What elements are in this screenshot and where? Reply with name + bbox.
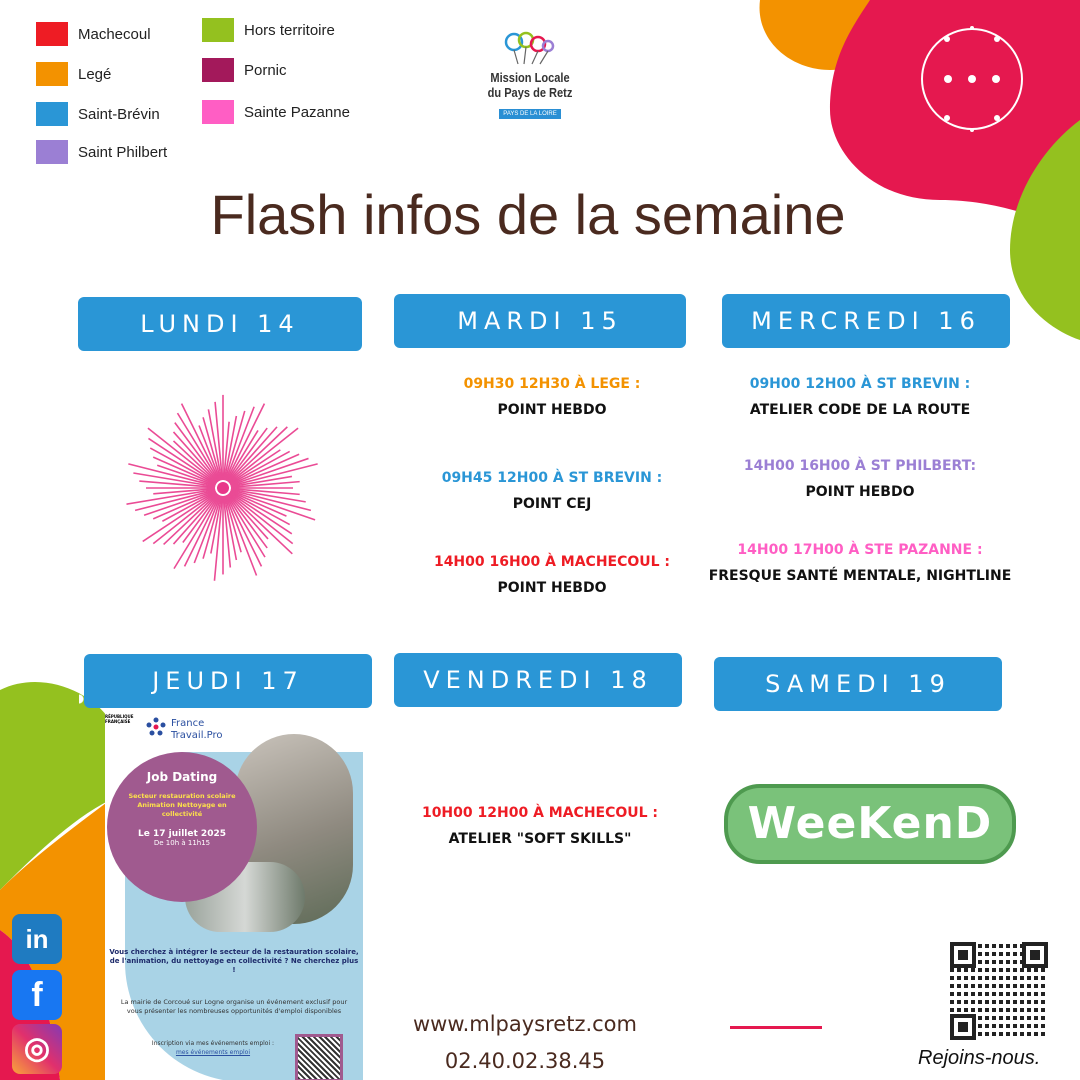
legend-label: Sainte Pazanne	[244, 103, 350, 121]
qr-code[interactable]	[950, 942, 1048, 1040]
day-saturday: SAMEDI 19	[714, 657, 1002, 711]
legend-item	[202, 58, 287, 82]
poster-rf-label: RÉPUBLIQUE FRANÇAISE	[105, 714, 134, 724]
event-time: 14H00 16H00 À MACHECOUL :	[433, 554, 671, 570]
day-thursday: JEUDI 17	[84, 654, 372, 708]
weekend-badge: WeeKenD	[724, 784, 1016, 864]
join-us-text: Rejoins-nous.	[918, 1047, 1041, 1069]
poster-heading: Job Dating	[146, 770, 218, 784]
legend-swatch	[36, 102, 68, 126]
event-time: 09H45 12H00 À ST BREVIN :	[441, 470, 663, 486]
website-link[interactable]: www.mlpaysretz.com	[412, 1012, 637, 1036]
event-item	[392, 376, 712, 418]
instagram-icon[interactable]: ◎	[12, 1024, 62, 1074]
day-wednesday: MERCREDI 16	[722, 294, 1010, 348]
poster-qr-code	[295, 1034, 343, 1080]
legend-swatch	[36, 140, 68, 164]
poster-sectors: Secteur restauration scolaire Animation Nettoyage en collectivité	[128, 792, 236, 818]
facebook-icon[interactable]: f	[12, 970, 62, 1020]
event-time: 10H00 12H00 À MACHECOUL :	[421, 805, 659, 821]
event-item	[380, 805, 700, 847]
event-item	[700, 458, 1020, 500]
event-item	[700, 542, 1020, 584]
legend-item	[36, 62, 111, 86]
poster-hours: De 10h à 11h15	[153, 839, 211, 847]
event-title: POINT HEBDO	[497, 402, 607, 418]
mission-locale-logo	[470, 30, 590, 119]
event-title: POINT HEBDO	[497, 580, 607, 596]
legend-swatch	[36, 22, 68, 46]
legend-item	[36, 102, 160, 126]
legend-swatch	[202, 100, 234, 124]
legend-label: Saint-Brévin	[78, 105, 160, 123]
job-dating-poster[interactable]	[105, 712, 363, 1080]
logo-line2: du Pays de Retz	[487, 85, 573, 100]
event-title: FRESQUE SANTÉ MENTALE, NIGHTLINE	[708, 568, 1012, 584]
footer-divider	[730, 1026, 822, 1029]
poster-brand1: France	[171, 718, 205, 729]
logo-line1: Mission Locale	[490, 70, 570, 85]
legend-label: Legé	[78, 65, 112, 83]
linkedin-icon[interactable]: in	[12, 914, 62, 964]
event-title: ATELIER "SOFT SKILLS"	[448, 831, 632, 847]
legend-item	[202, 18, 335, 42]
legend-label: Hors territoire	[244, 21, 335, 39]
legend-item	[36, 140, 167, 164]
page-title: Flash infos de la semaine	[210, 183, 846, 246]
event-title: ATELIER CODE DE LA ROUTE	[749, 402, 971, 418]
logo-sub: PAYS DE LA LOIRE	[499, 109, 560, 119]
france-travail-icon	[145, 716, 167, 738]
event-item	[392, 470, 712, 512]
firework-image	[105, 380, 325, 590]
day-tuesday: MARDI 15	[394, 294, 686, 348]
poster-body: La mairie de Corcoué sur Logne organise un événement exclusif pour vous présenter les nombreuses opportunités d'emploi disponibles	[120, 998, 348, 1015]
day-friday: VENDREDI 18	[394, 653, 682, 707]
poster-link[interactable]: mes événements emploi	[175, 1049, 251, 1056]
legend-label: Pornic	[244, 61, 287, 79]
legend-swatch	[36, 62, 68, 86]
day-monday: LUNDI 14	[78, 297, 362, 351]
event-title: POINT HEBDO	[805, 484, 915, 500]
legend-swatch	[202, 58, 234, 82]
phone-number: 02.40.02.38.45	[444, 1049, 606, 1073]
poster-inscription: Inscription via mes événements emploi :	[151, 1040, 275, 1047]
event-time: 14H00 16H00 À ST PHILBERT:	[743, 458, 977, 474]
event-time: 09H00 12H00 À ST BREVIN :	[749, 376, 971, 392]
event-item	[700, 376, 1020, 418]
poster-date: Le 17 juillet 2025	[138, 829, 226, 839]
event-item	[392, 554, 712, 596]
poster-circle	[107, 752, 257, 902]
poster-brand2: Travail.Pro	[171, 730, 223, 741]
legend-item	[202, 100, 350, 124]
legend-label: Saint Philbert	[78, 143, 168, 161]
legend-item	[36, 22, 151, 46]
legend-label: Machecoul	[78, 25, 151, 43]
event-time: 14H00 17H00 À STE PAZANNE :	[737, 542, 983, 558]
event-title: POINT CEJ	[512, 496, 592, 512]
legend-swatch	[202, 18, 234, 42]
logo-balloons-icon	[500, 30, 560, 66]
event-time: 09H30 12H30 À LEGE :	[463, 376, 641, 392]
poster-question: Vous cherchez à intégrer le secteur de la restauration scolaire, de l'animation, du nettoyage en collectivité ? Ne cherchez plus !	[109, 948, 359, 974]
